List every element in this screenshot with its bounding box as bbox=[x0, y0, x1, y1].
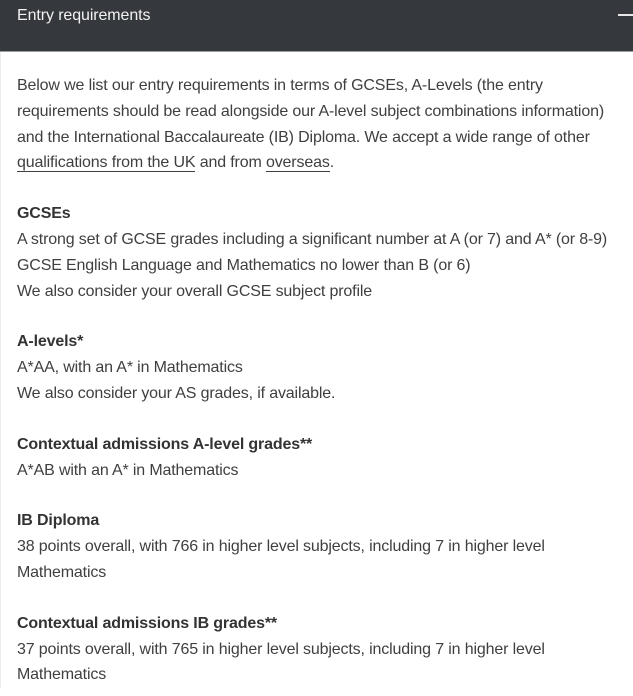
accordion-title: Entry requirements bbox=[17, 7, 151, 24]
section-contextual-a-level bbox=[17, 432, 613, 484]
section-line: GCSE English Language and Mathematics no lower than B (or 6) bbox=[17, 256, 471, 274]
section-line: A*AB with an A* in Mathematics bbox=[17, 461, 239, 479]
intro-text-before: Below we list our entry requirements in terms of GCSEs, A-Levels (the entry requirements should be read alongside our A-level subject combinations information) and the International Baccalaureate (IB) Diploma. We accept a wide range of other bbox=[17, 77, 604, 146]
section-line: We also consider your AS grades, if available. bbox=[17, 384, 336, 402]
section-heading: GCSEs bbox=[17, 205, 71, 223]
accordion-body bbox=[0, 52, 633, 688]
intro-text-after: . bbox=[329, 154, 334, 172]
link-qualifications-uk[interactable]: qualifications from the UK bbox=[17, 154, 196, 172]
intro-text-middle: and from bbox=[195, 154, 266, 172]
section-heading: Contextual admissions A-level grades** bbox=[17, 435, 313, 453]
minus-icon[interactable] bbox=[618, 14, 633, 16]
section-ib-diploma bbox=[17, 508, 613, 585]
intro-paragraph bbox=[17, 73, 613, 176]
section-heading: Contextual admissions IB grades** bbox=[17, 614, 278, 632]
section-line: 38 points overall, with 766 in higher level subjects, including 7 in higher level Mathematics bbox=[17, 538, 545, 581]
section-line: 37 points overall, with 765 in higher level subjects, including 7 in higher level Mathematics bbox=[17, 640, 545, 684]
section-contextual-ib bbox=[17, 611, 613, 688]
section-heading: A-levels* bbox=[17, 333, 84, 351]
section-line: A*AA, with an A* in Mathematics bbox=[17, 359, 243, 377]
link-overseas[interactable]: overseas bbox=[265, 154, 330, 172]
section-line: We also consider your overall GCSE subject profile bbox=[17, 282, 373, 300]
accordion-header[interactable] bbox=[0, 0, 633, 52]
section-line: A strong set of GCSE grades including a significant number at A (or 7) and A* (or 8-9) bbox=[17, 230, 608, 248]
section-heading: IB Diploma bbox=[17, 512, 100, 530]
section-a-levels bbox=[17, 329, 613, 406]
section-gcses bbox=[17, 201, 613, 304]
